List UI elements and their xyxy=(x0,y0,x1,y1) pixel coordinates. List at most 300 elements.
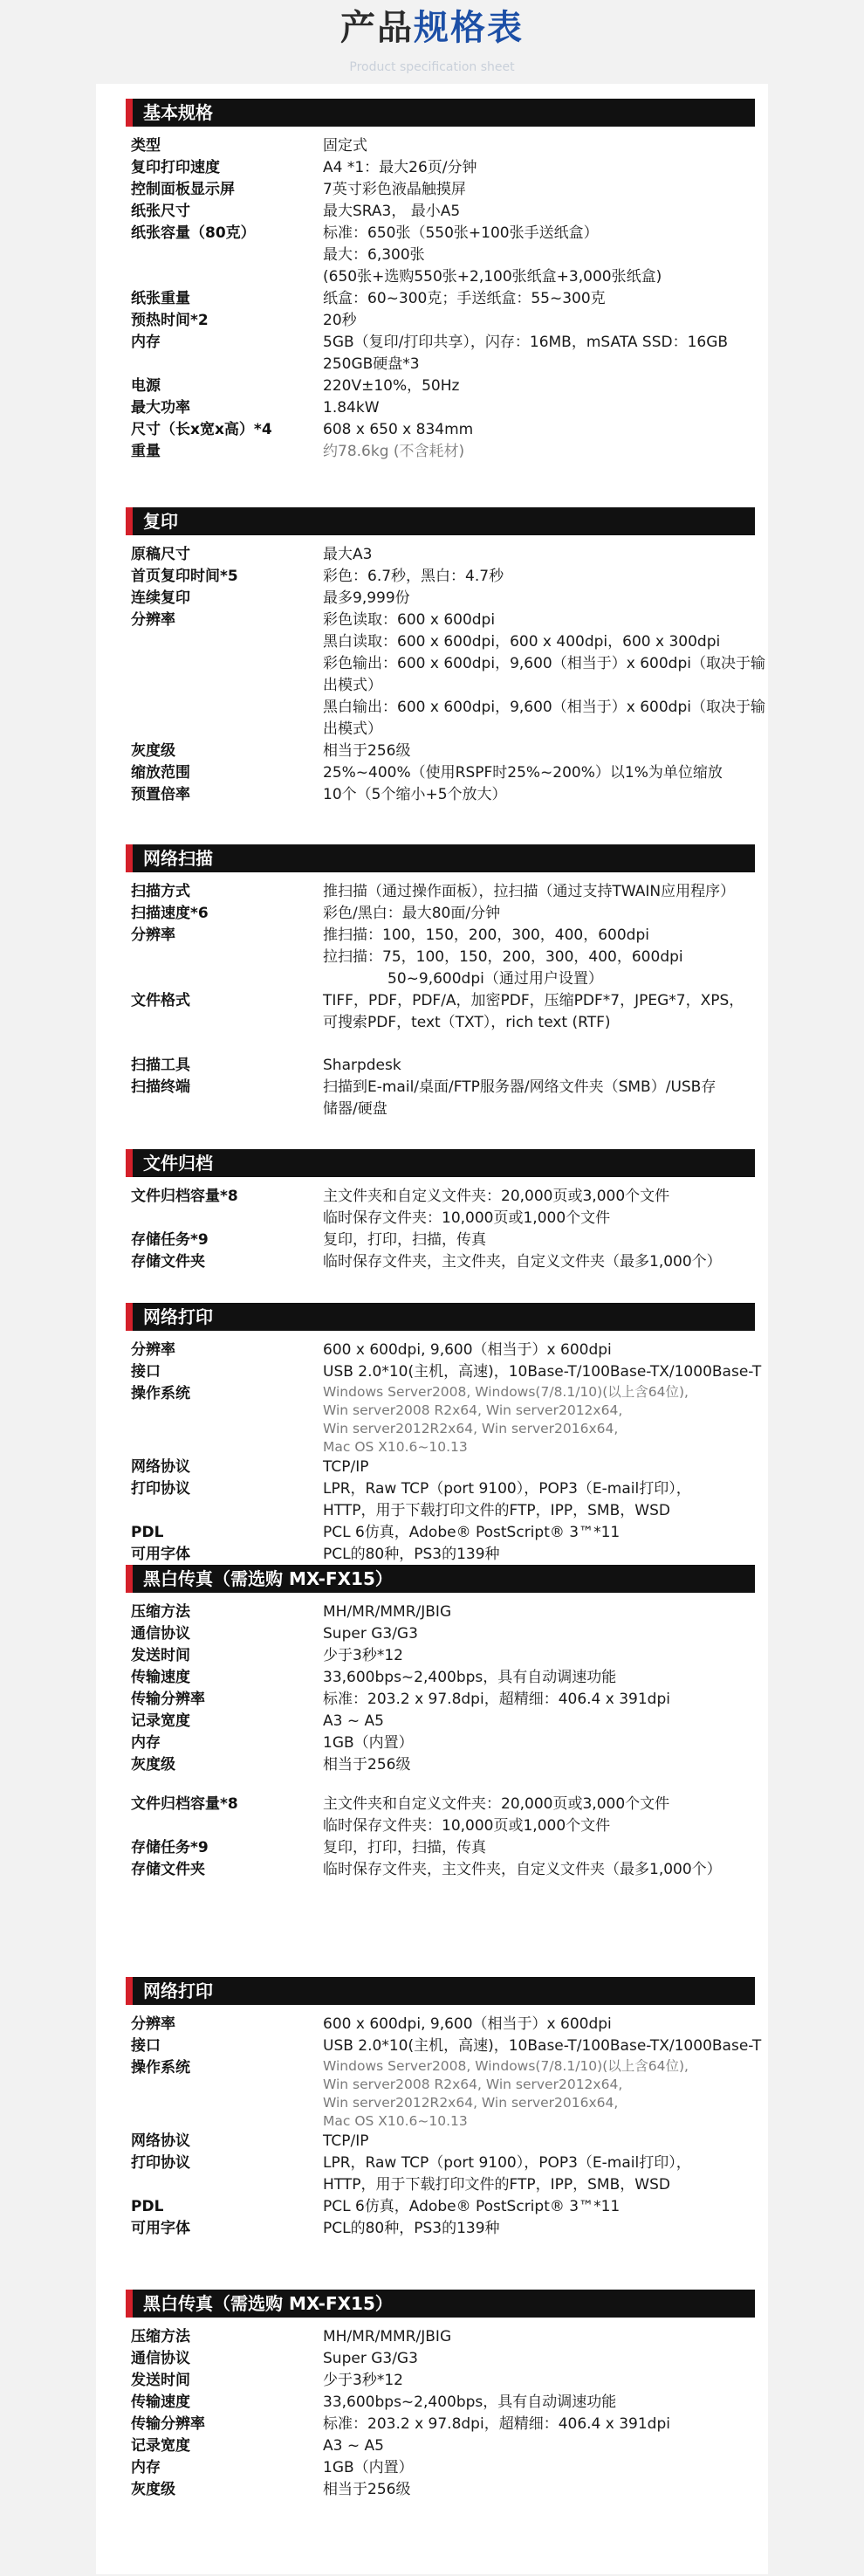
spec-value-line: Win server2012R2x64, Win server2016x64, xyxy=(323,2095,619,2111)
section-header-bar xyxy=(126,1565,755,1593)
spec-value-line: Win server2012R2x64, Win server2016x64, xyxy=(323,1421,619,1436)
spec-row xyxy=(131,179,759,201)
spec-value xyxy=(323,1457,759,1478)
spec-value-line: 最大A3 xyxy=(323,546,373,563)
spec-value xyxy=(323,1229,759,1251)
spec-value xyxy=(323,1859,759,1881)
spec-label: 扫描方式 xyxy=(131,883,190,900)
spec-row xyxy=(131,288,759,310)
spec-value xyxy=(323,332,759,375)
spec-row xyxy=(131,1645,759,1667)
spec-value xyxy=(323,740,759,762)
spec-value-line: 临时保存文件夹：10,000页或1,000个文件 xyxy=(323,1209,611,1227)
spec-label: 传输分辨率 xyxy=(131,1691,205,1708)
spec-label: 尺寸（长x宽x高）*4 xyxy=(131,421,272,438)
spec-value-line: Windows Server2008, Windows(7/8.1/10)(以上含64位), xyxy=(323,2058,689,2074)
spec-label: 控制面板显示屏 xyxy=(131,181,235,198)
spec-row xyxy=(131,1794,759,1837)
section-title: 复印 xyxy=(143,511,178,532)
spec-value xyxy=(323,2014,759,2035)
spec-value xyxy=(323,588,759,610)
spec-value-line: MH/MR/MMR/JBIG xyxy=(323,2328,452,2345)
spec-rows xyxy=(131,544,765,806)
spec-value xyxy=(323,784,759,806)
spec-value xyxy=(323,2457,759,2479)
spec-rows xyxy=(131,2014,762,2240)
section-header-bar xyxy=(126,1149,755,1177)
spec-value-line: 复印，打印，扫描，传真 xyxy=(323,1231,486,1249)
spec-rows xyxy=(131,135,759,463)
spec-panel xyxy=(96,84,768,2574)
spec-value xyxy=(323,903,759,925)
spec-value xyxy=(323,1689,759,1711)
spec-value-line: HTTP，用于下载打印文件的FTP，IPP，SMB，WSD xyxy=(323,2176,670,2194)
section-title: 黑白传真（需选购 MX-FX15） xyxy=(143,2293,393,2314)
spec-label: 文件格式 xyxy=(131,992,190,1009)
spec-value xyxy=(323,1711,759,1732)
spec-label: 纸张尺寸 xyxy=(131,203,190,220)
spec-value-line: PCL的80种，PS3的139种 xyxy=(323,2220,500,2237)
spec-value-line: Super G3/G3 xyxy=(323,1625,418,1643)
spec-value-line: 600 x 600dpi, 9,600（相当于）x 600dpi xyxy=(323,1341,612,1359)
spec-row xyxy=(131,1383,759,1457)
spec-value-line: 黑白读取：600 x 600dpi，600 x 400dpi，600 x 300dpi xyxy=(323,633,721,651)
spec-value-line: 7英寸彩色液晶触摸屏 xyxy=(323,181,466,198)
spec-value-line: PCL 6仿真，Adobe® PostScript® 3™*11 xyxy=(323,2198,621,2215)
spec-value-line: LPR，Raw TCP（port 9100），POP3（E-mail打印）， xyxy=(323,1480,691,1498)
spec-rows xyxy=(131,1340,762,1566)
spec-row xyxy=(131,2196,759,2218)
spec-value-line: Super G3/G3 xyxy=(323,2350,418,2367)
spec-value xyxy=(323,397,759,419)
spec-value-line: 33,600bps~2,400bps，具有自动调速功能 xyxy=(323,1669,617,1686)
section-title: 黑白传真（需选购 MX-FX15） xyxy=(143,1568,393,1589)
spec-value-line: LPR，Raw TCP（port 9100），POP3（E-mail打印）， xyxy=(323,2154,691,2172)
spec-value-line: 临时保存文件夹，主文件夹，自定义文件夹（最多1,000个） xyxy=(323,1861,722,1878)
section-title: 文件归档 xyxy=(143,1153,213,1174)
spec-row xyxy=(131,2057,759,2131)
spec-row xyxy=(131,925,759,990)
section-header-bar xyxy=(126,1977,755,2005)
spec-value xyxy=(323,2152,759,2196)
spec-value xyxy=(323,1361,762,1383)
spec-value xyxy=(323,1623,759,1645)
spec-value xyxy=(323,2348,759,2370)
spec-row xyxy=(131,1361,762,1383)
spec-value-line: 黑白输出：600 x 600dpi，9,600（相当于）x 600dpi（取决于输 xyxy=(323,699,765,716)
spec-row xyxy=(131,2414,759,2435)
spec-label: 传输分辨率 xyxy=(131,2415,205,2433)
spec-row xyxy=(131,1229,759,1251)
spec-row xyxy=(131,397,759,419)
spec-value-line: 出模式） xyxy=(323,677,382,694)
spec-label: 扫描速度*6 xyxy=(131,905,209,922)
spec-value xyxy=(323,2326,759,2348)
spec-rows xyxy=(131,1601,759,1881)
spec-label: 记录宽度 xyxy=(131,1712,190,1730)
spec-value-line: 复印，打印，扫描，传真 xyxy=(323,1839,486,1856)
spec-row xyxy=(131,2218,759,2240)
spec-row xyxy=(131,332,759,375)
spec-label: 存储文件夹 xyxy=(131,1861,205,1878)
spec-label: 发送时间 xyxy=(131,1647,190,1664)
spec-label: 网络协议 xyxy=(131,1458,190,1476)
page-title xyxy=(0,3,864,52)
spec-value xyxy=(323,1667,759,1689)
spec-value xyxy=(323,2057,759,2131)
spec-value xyxy=(323,762,759,784)
spec-label: 最大功率 xyxy=(131,399,190,417)
spec-label: 首页复印时间*5 xyxy=(131,568,238,585)
spec-value-line: 600 x 600dpi, 9,600（相当于）x 600dpi xyxy=(323,2015,612,2033)
section-header-bar xyxy=(126,1303,755,1331)
spec-value xyxy=(323,2131,759,2152)
spec-row xyxy=(131,375,759,397)
spec-label: 分辨率 xyxy=(131,1341,175,1359)
spec-label: 原稿尺寸 xyxy=(131,546,190,563)
spec-label: 可用字体 xyxy=(131,1546,190,1563)
spec-value xyxy=(323,1544,759,1566)
spec-value xyxy=(323,2392,759,2414)
spec-row xyxy=(131,1689,759,1711)
spec-row xyxy=(131,566,759,588)
section-header-bar xyxy=(126,507,755,535)
spec-value-line: 约78.6kg (不含耗材) xyxy=(323,443,465,460)
spec-value-line: A3 ~ A5 xyxy=(323,2437,384,2455)
spec-value xyxy=(323,1794,759,1837)
spec-value xyxy=(323,441,759,463)
spec-label: 连续复印 xyxy=(131,589,190,607)
spec-row xyxy=(131,2131,759,2152)
spec-value-line: HTTP，用于下载打印文件的FTP，IPP，SMB，WSD xyxy=(323,1502,670,1519)
page-subtitle: Product specification sheet xyxy=(349,60,515,74)
section-title: 基本规格 xyxy=(143,102,213,123)
spec-value-line: Sharpdesk xyxy=(323,1057,401,1074)
spec-row xyxy=(131,1667,759,1689)
section-header-bar xyxy=(126,844,755,872)
spec-label: 复印打印速度 xyxy=(131,159,220,176)
spec-rows xyxy=(131,881,759,1120)
spec-row xyxy=(131,1544,759,1566)
spec-row xyxy=(131,2479,759,2501)
spec-value xyxy=(323,610,765,740)
spec-value-line: 33,600bps~2,400bps，具有自动调速功能 xyxy=(323,2393,617,2411)
spec-value xyxy=(323,288,759,310)
spec-row xyxy=(131,881,759,903)
spec-row xyxy=(131,419,759,441)
spec-label: 传输速度 xyxy=(131,1669,190,1686)
spec-value xyxy=(323,2414,759,2435)
spec-value-line: TCP/IP xyxy=(323,2132,369,2150)
spec-rows xyxy=(131,2326,759,2501)
spec-row xyxy=(131,588,759,610)
spec-value-line: USB 2.0*10(主机，高速)，10Base-T/100Base-TX/1000Base-T xyxy=(323,1363,762,1381)
spec-value xyxy=(323,2035,762,2057)
spec-label: 打印协议 xyxy=(131,1480,190,1498)
spec-row xyxy=(131,1478,759,1522)
spec-row xyxy=(131,1251,759,1273)
spec-value-line: 彩色输出：600 x 600dpi，9,600（相当于）x 600dpi（取决于输 xyxy=(323,655,765,672)
spec-label: 压缩方法 xyxy=(131,1603,190,1621)
spec-value-line: 彩色读取：600 x 600dpi xyxy=(323,611,496,629)
spec-value-line: MH/MR/MMR/JBIG xyxy=(323,1603,452,1621)
spec-value-line: 50~9,600dpi（通过用户设置） xyxy=(387,970,603,988)
spec-row xyxy=(131,1340,759,1361)
spec-row xyxy=(131,784,759,806)
spec-label: 存储任务*9 xyxy=(131,1839,209,1856)
spec-row xyxy=(131,2392,759,2414)
spec-value-line: 少于3秒*12 xyxy=(323,1647,403,1664)
spec-value-line: 1GB（内置） xyxy=(323,1734,414,1752)
spec-label: 扫描终端 xyxy=(131,1078,190,1096)
spec-value-line: 彩色：6.7秒，黑白：4.7秒 xyxy=(323,568,504,585)
spec-label: 灰度级 xyxy=(131,1756,175,1774)
spec-label: 网络协议 xyxy=(131,2132,190,2150)
spec-value xyxy=(323,925,759,990)
spec-label: 打印协议 xyxy=(131,2154,190,2172)
spec-value-line: (650张+选购550张+2,100张纸盒+3,000张纸盒) xyxy=(323,268,662,286)
spec-value-line: 标准：203.2 x 97.8dpi，超精细：406.4 x 391dpi xyxy=(323,2415,670,2433)
spec-label: 接口 xyxy=(131,1363,161,1381)
spec-label: 灰度级 xyxy=(131,2481,175,2498)
spec-label: 内存 xyxy=(131,334,161,351)
spec-row xyxy=(131,157,759,179)
spec-value-line: 25%~400%（使用RSPF时25%~200%）以1%为单位缩放 xyxy=(323,764,723,782)
spec-row xyxy=(131,610,765,740)
spec-value-line: Windows Server2008, Windows(7/8.1/10)(以上含64位), xyxy=(323,1384,689,1400)
spec-value-line: 临时保存文件夹，主文件夹，自定义文件夹（最多1,000个） xyxy=(323,1253,722,1271)
spec-value xyxy=(323,1077,759,1120)
spec-value-line: PCL的80种，PS3的139种 xyxy=(323,1546,500,1563)
spec-value-line: 彩色/黑白：最大80面/分钟 xyxy=(323,905,501,922)
spec-value-line: 拉扫描：75，100，150，200，300，400，600dpi xyxy=(323,948,683,966)
spec-value-line: 608 x 650 x 834mm xyxy=(323,421,474,438)
spec-row xyxy=(131,2370,759,2392)
spec-value xyxy=(323,566,759,588)
section-accent xyxy=(126,1977,133,2005)
section-accent xyxy=(126,99,133,127)
spec-value-line: A4 *1：最大26页/分钟 xyxy=(323,159,477,176)
spec-value-line: 推扫描：100，150，200，300，400，600dpi xyxy=(323,926,649,944)
spec-value xyxy=(323,1186,759,1229)
spec-label: 灰度级 xyxy=(131,742,175,760)
spec-row xyxy=(131,1837,759,1859)
spec-value xyxy=(323,1732,759,1754)
spec-rows xyxy=(131,1186,759,1273)
spec-value-line: 推扫描（通过操作面板），拉扫描（通过支持TWAIN应用程序） xyxy=(323,883,736,900)
spec-value xyxy=(323,1340,759,1361)
spec-row xyxy=(131,762,759,784)
spec-value-line: 250GB硬盘*3 xyxy=(323,355,420,373)
spec-value xyxy=(323,2479,759,2501)
spec-row xyxy=(131,2435,759,2457)
spec-label: 记录宽度 xyxy=(131,2437,190,2455)
spec-value-line: 相当于256级 xyxy=(323,742,411,760)
spec-label: 纸张重量 xyxy=(131,290,190,307)
spec-row xyxy=(131,740,759,762)
page-title-part2: 规格表 xyxy=(414,8,524,48)
spec-label: 存储文件夹 xyxy=(131,1253,205,1271)
spec-label: 压缩方法 xyxy=(131,2328,190,2345)
spec-label: 预置倍率 xyxy=(131,786,190,803)
spec-row xyxy=(131,1754,759,1776)
spec-label: PDL xyxy=(131,1524,164,1541)
spec-value-line: Win server2008 R2x64, Win server2012x64, xyxy=(323,2077,623,2092)
spec-label: 纸张容量（80克） xyxy=(131,224,256,242)
spec-value xyxy=(323,1837,759,1859)
spec-value-line: 临时保存文件夹：10,000页或1,000个文件 xyxy=(323,1817,611,1835)
spec-value xyxy=(323,881,759,903)
spec-value xyxy=(323,135,759,157)
section-title: 网络打印 xyxy=(143,1306,213,1327)
spec-value-line: 标准：650张（550张+100张手送纸盒） xyxy=(323,224,599,242)
spec-value-line: Win server2008 R2x64, Win server2012x64, xyxy=(323,1402,623,1418)
spec-value xyxy=(323,1383,759,1457)
section-title: 网络打印 xyxy=(143,1980,213,2001)
section-accent xyxy=(126,1565,133,1593)
spec-value-line: USB 2.0*10(主机，高速)，10Base-T/100Base-TX/1000Base-T xyxy=(323,2037,762,2055)
spec-label: 发送时间 xyxy=(131,2372,190,2389)
spec-value-line: 最大：6,300张 xyxy=(323,246,425,264)
spec-value-line: 1.84kW xyxy=(323,399,380,417)
spec-value-line: 最大SRA3， 最小A5 xyxy=(323,203,461,220)
spec-row xyxy=(131,903,759,925)
spec-row xyxy=(131,135,759,157)
spec-value xyxy=(323,157,759,179)
spec-value-line: 扫描到E-mail/桌面/FTP服务器/网络文件夹（SMB）/USB存 xyxy=(323,1078,717,1096)
spec-label: 文件归档容量*8 xyxy=(131,1188,238,1205)
spec-label: 接口 xyxy=(131,2037,161,2055)
spec-value-line: TCP/IP xyxy=(323,1458,369,1476)
spec-value-line: 可搜索PDF，text（TXT），rich text (RTF) xyxy=(323,1014,611,1031)
spec-value-line: 220V±10%，50Hz xyxy=(323,377,460,395)
spec-value xyxy=(323,1055,759,1077)
spec-value xyxy=(323,223,759,288)
spec-row xyxy=(131,1732,759,1754)
spec-row xyxy=(131,1623,759,1645)
spec-value xyxy=(323,1754,759,1776)
spec-label: PDL xyxy=(131,2198,164,2215)
spec-row xyxy=(131,1859,759,1881)
spec-value xyxy=(323,179,759,201)
spec-value-line: 标准：203.2 x 97.8dpi，超精细：406.4 x 391dpi xyxy=(323,1691,670,1708)
spec-row xyxy=(131,2014,759,2035)
spec-value-line: PCL 6仿真，Adobe® PostScript® 3™*11 xyxy=(323,1524,621,1541)
spec-value-line: 10个（5个缩小+5个放大） xyxy=(323,786,507,803)
spec-row xyxy=(131,223,759,288)
spec-label: 预热时间*2 xyxy=(131,312,209,329)
section-header-bar xyxy=(126,2290,755,2318)
spec-value xyxy=(323,310,759,332)
spec-value-line: 最多9,999份 xyxy=(323,589,410,607)
spec-value xyxy=(323,1478,759,1522)
spec-label: 操作系统 xyxy=(131,2059,190,2077)
section-accent xyxy=(126,507,133,535)
spec-value-line: 20秒 xyxy=(323,312,357,329)
spec-label: 扫描工具 xyxy=(131,1057,190,1074)
spec-value xyxy=(323,201,759,223)
spec-value-line: 相当于256级 xyxy=(323,1756,411,1774)
spec-label: 操作系统 xyxy=(131,1385,190,1402)
spec-value-line: 储器/硬盘 xyxy=(323,1100,387,1118)
spec-value xyxy=(323,1522,759,1544)
spec-label: 电源 xyxy=(131,377,161,395)
spec-value xyxy=(323,419,759,441)
spec-value xyxy=(323,1645,759,1667)
spec-value xyxy=(323,1251,759,1273)
spec-value-line: 1GB（内置） xyxy=(323,2459,414,2476)
spec-row xyxy=(131,201,759,223)
spec-value xyxy=(323,990,759,1034)
spec-row xyxy=(131,1457,759,1478)
spec-row xyxy=(131,2348,759,2370)
spec-label: 缩放范围 xyxy=(131,764,190,782)
spec-row xyxy=(131,1601,759,1623)
spec-label: 重量 xyxy=(131,443,161,460)
spec-value-line: 5GB（复印/打印共享），闪存：16MB，mSATA SSD：16GB xyxy=(323,334,729,351)
section-accent xyxy=(126,1303,133,1331)
spec-value-line: A3 ~ A5 xyxy=(323,1712,384,1730)
spec-row xyxy=(131,990,759,1034)
spec-value xyxy=(323,2370,759,2392)
spec-value-line: Mac OS X10.6~10.13 xyxy=(323,1439,468,1455)
spec-row xyxy=(131,2035,762,2057)
spec-label: 存储任务*9 xyxy=(131,1231,209,1249)
section-accent xyxy=(126,844,133,872)
spec-value-line: 主文件夹和自定义文件夹：20,000页或3,000个文件 xyxy=(323,1188,670,1205)
page-title-part1: 产品 xyxy=(340,8,414,48)
spec-label: 分辨率 xyxy=(131,926,175,944)
spec-value-line: 固定式 xyxy=(323,137,367,155)
spec-value-line: Mac OS X10.6~10.13 xyxy=(323,2113,468,2129)
spec-row xyxy=(131,544,759,566)
section-accent xyxy=(126,1149,133,1177)
spec-label: 可用字体 xyxy=(131,2220,190,2237)
spec-value-line: 出模式） xyxy=(323,720,382,738)
spec-value xyxy=(323,2218,759,2240)
spec-row xyxy=(131,1055,759,1077)
spec-value xyxy=(323,544,759,566)
section-accent xyxy=(126,2290,133,2318)
spec-value xyxy=(323,1601,759,1623)
spec-value-line: 少于3秒*12 xyxy=(323,2372,403,2389)
spec-label: 分辨率 xyxy=(131,2015,175,2033)
spec-label: 内存 xyxy=(131,1734,161,1752)
spec-label: 类型 xyxy=(131,137,161,155)
spec-row xyxy=(131,2152,759,2196)
section-title: 网络扫描 xyxy=(143,848,213,869)
spec-value-line: 纸盒：60~300克；手送纸盒：55~300克 xyxy=(323,290,606,307)
spec-row xyxy=(131,310,759,332)
spec-label: 分辨率 xyxy=(131,611,175,629)
spec-value-line: 主文件夹和自定义文件夹：20,000页或3,000个文件 xyxy=(323,1795,670,1813)
spec-row xyxy=(131,1186,759,1229)
section-header-bar xyxy=(126,99,755,127)
spec-label: 通信协议 xyxy=(131,2350,190,2367)
spec-value xyxy=(323,375,759,397)
spec-row xyxy=(131,1522,759,1544)
spec-value xyxy=(323,2435,759,2457)
spec-label: 通信协议 xyxy=(131,1625,190,1643)
spec-row xyxy=(131,441,759,463)
spec-row xyxy=(131,1077,759,1120)
spec-row xyxy=(131,2326,759,2348)
spec-row xyxy=(131,1711,759,1732)
spec-value xyxy=(323,2196,759,2218)
spec-row xyxy=(131,2457,759,2479)
page-header xyxy=(0,0,864,92)
spec-value-line: TIFF，PDF，PDF/A，加密PDF，压缩PDF*7，JPEG*7，XPS， xyxy=(323,992,744,1009)
